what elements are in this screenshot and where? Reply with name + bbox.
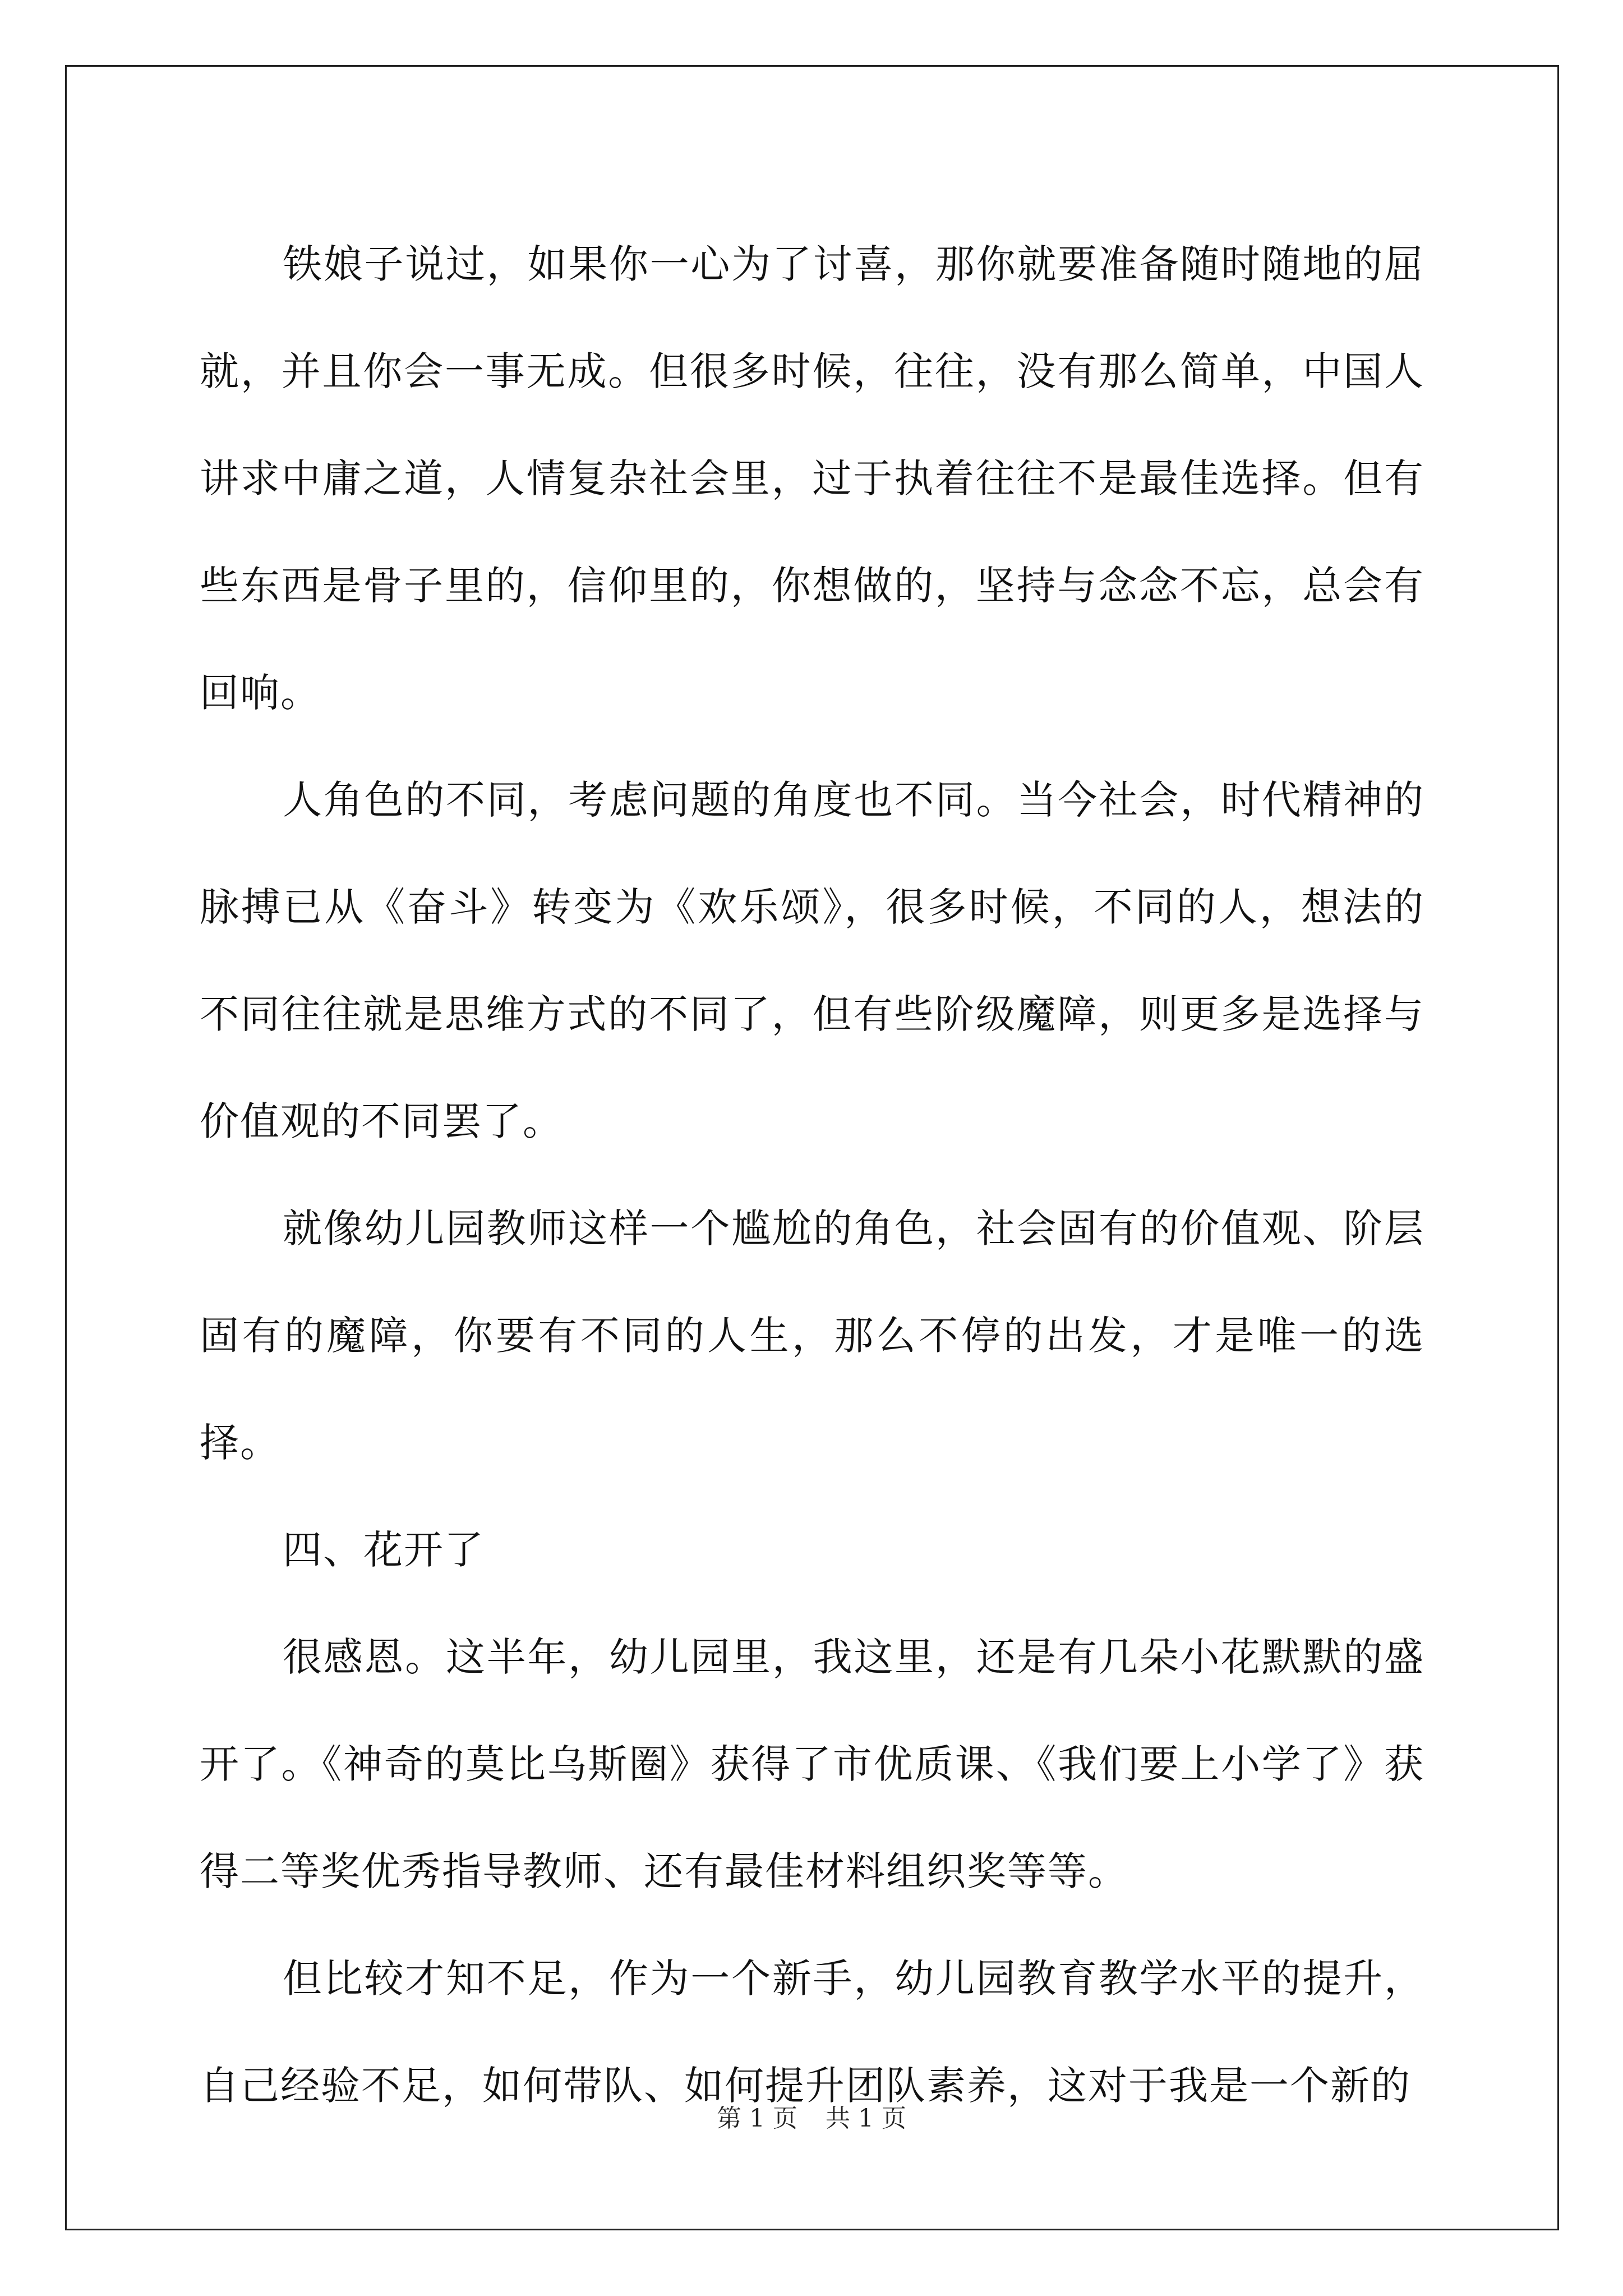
page-number-total: 共 1 页: [826, 2104, 906, 2133]
paragraph: 铁娘子说过，如果你一心为了讨喜，那你就要准备随时随地的屈就，并且你会一事无成。但很多时候，往往，没有那么简单，中国人讲求中庸之道，人情复杂社会里，过于执着往往不是最佳选择。但有些东西是骨子里的，信仰里的，你想做的，坚持与念念不忘，总会有回响。: [200, 241, 1424, 716]
document-body: [200, 211, 1424, 2139]
paragraph: 但比较才知不足，作为一个新手，幼儿园教育教学水平的提升，自己经验不足，如何带队、如何提升团队素养，这对于我是一个新的: [200, 1955, 1424, 2109]
paragraph: 人角色的不同，考虑问题的角度也不同。当今社会，时代精神的脉搏已从《奋斗》转变为《欢乐颂》，很多时候，不同的人，想法的不同往往就是思维方式的不同了，但有些阶级魔障，则更多是选择与价值观的不同罢了。: [200, 777, 1424, 1144]
page-number-current: 第 1 页: [717, 2104, 797, 2133]
paragraph: 就像幼儿园教师这样一个尴尬的角色，社会固有的价值观、阶层固有的魔障，你要有不同的人生，那么不停的出发，才是唯一的选择。: [200, 1205, 1424, 1466]
page-footer: [0, 2098, 1623, 2134]
paragraph: 很感恩。这半年，幼儿园里，我这里，还是有几朵小花默默的盛开了。《神奇的莫比乌斯圈》获得了市优质课、《我们要上小学了》获得二等奖优秀指导教师、还有最佳材料组织奖等等。: [200, 1634, 1424, 1894]
section-heading: 四、花开了: [283, 1527, 485, 1573]
